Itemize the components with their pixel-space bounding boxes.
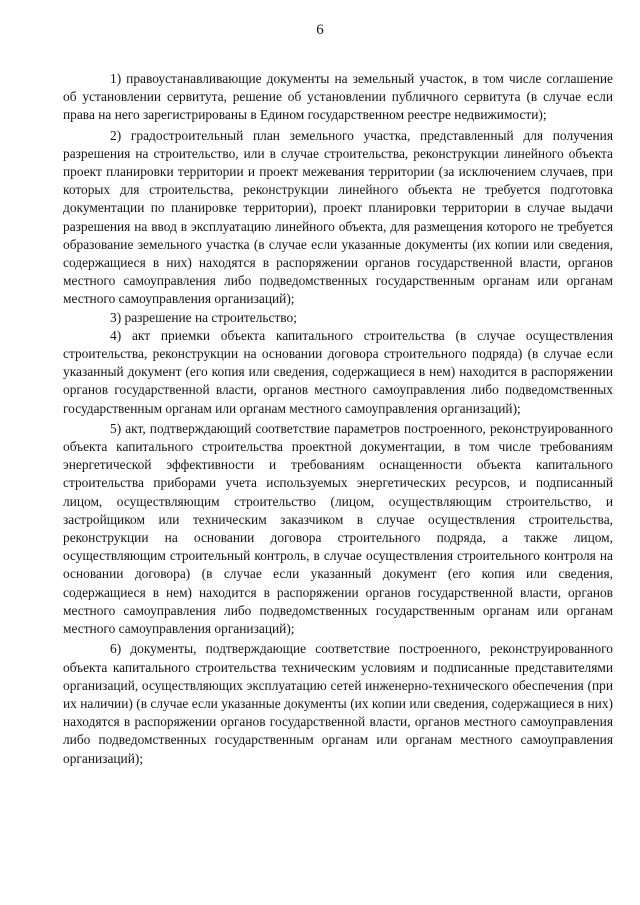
paragraph-item-3: 3) разрешение на строительство; <box>110 309 297 325</box>
paragraph-item-5: 5) акт, подтверждающий соответствие параметров построенного, реконструированного объекта капитального строительства проектной документации, в том числе требованиям энергетической эффективности и требованиям оснащенности объекта капитального строительства приборами учета используемых энергетических ресурсов, и подписанный лицом, осуществляющим строительство (лицом, осуществляющим строительство, и застройщиком или техническим заказчиком в случае осуществления строительства, реконструкции на основании договора строительного подряда, а также лицом, осуществляющим строительный контроль, в случае осуществления строительного контроля на основании договора) (в случае если указанный документ (его копия или сведения, содержащиеся в нем) находится в распоряжении органов государственной власти, органов местного самоуправления либо подведомственных государственным органам или органам местного самоуправления организаций); <box>63 420 613 637</box>
paragraph-item-1: 1) правоустанавливающие документы на земельный участок, в том числе соглашение об установлении сервитута, решение об установлении публичного сервитута (в случае если права на него зарегистрированы в Едином государственном реестре недвижимости); <box>63 71 613 123</box>
paragraph-item-4: 4) акт приемки объекта капитального строительства (в случае осуществления строительства, реконструкции на основании договора строительного подряда) (в случае если указанный документ (его копия или сведения, содержащиеся в нем) находится в распоряжении органов государственной власти, органов местного самоуправления либо подведомственных государственным органам или органам местного самоуправления организаций); <box>63 327 613 416</box>
page-number: 6 <box>316 22 324 38</box>
paragraph-item-6: 6) документы, подтверждающие соответствие построенного, реконструированного объекта капитального строительства техническим условиям и подписанные представителями организаций, осуществляющих эксплуатацию сетей инженерно-технического обеспечения (при их наличии) (в случае если указанные документы (их копии или сведения, содержащиеся в них) находятся в распоряжении органов государственной власти, органов местного самоуправления либо подведомственных государственным органам или органам местного самоуправления организаций); <box>63 641 613 766</box>
paragraph-item-2: 2) градостроительный план земельного участка, представленный для получения разрешения на строительство, или в случае строительства, реконструкции линейного объекта проект планировки территории и проект межевания территории (за исключением случаев, при которых для строительства, реконструкции линейного объекта не требуется подготовка документации по планировке территории), проект планировки территории в случае выдачи разрешения на ввод в эксплуатацию линейного объекта, для размещения которого не требуется образование земельного участка (в случае если указанные документы (их копии или сведения, содержащиеся в них) находятся в распоряжении органов государственной власти, органов местного самоуправления либо подведомственных государственным органам или органам местного самоуправления организаций); <box>63 127 613 307</box>
document-body <box>63 70 613 768</box>
